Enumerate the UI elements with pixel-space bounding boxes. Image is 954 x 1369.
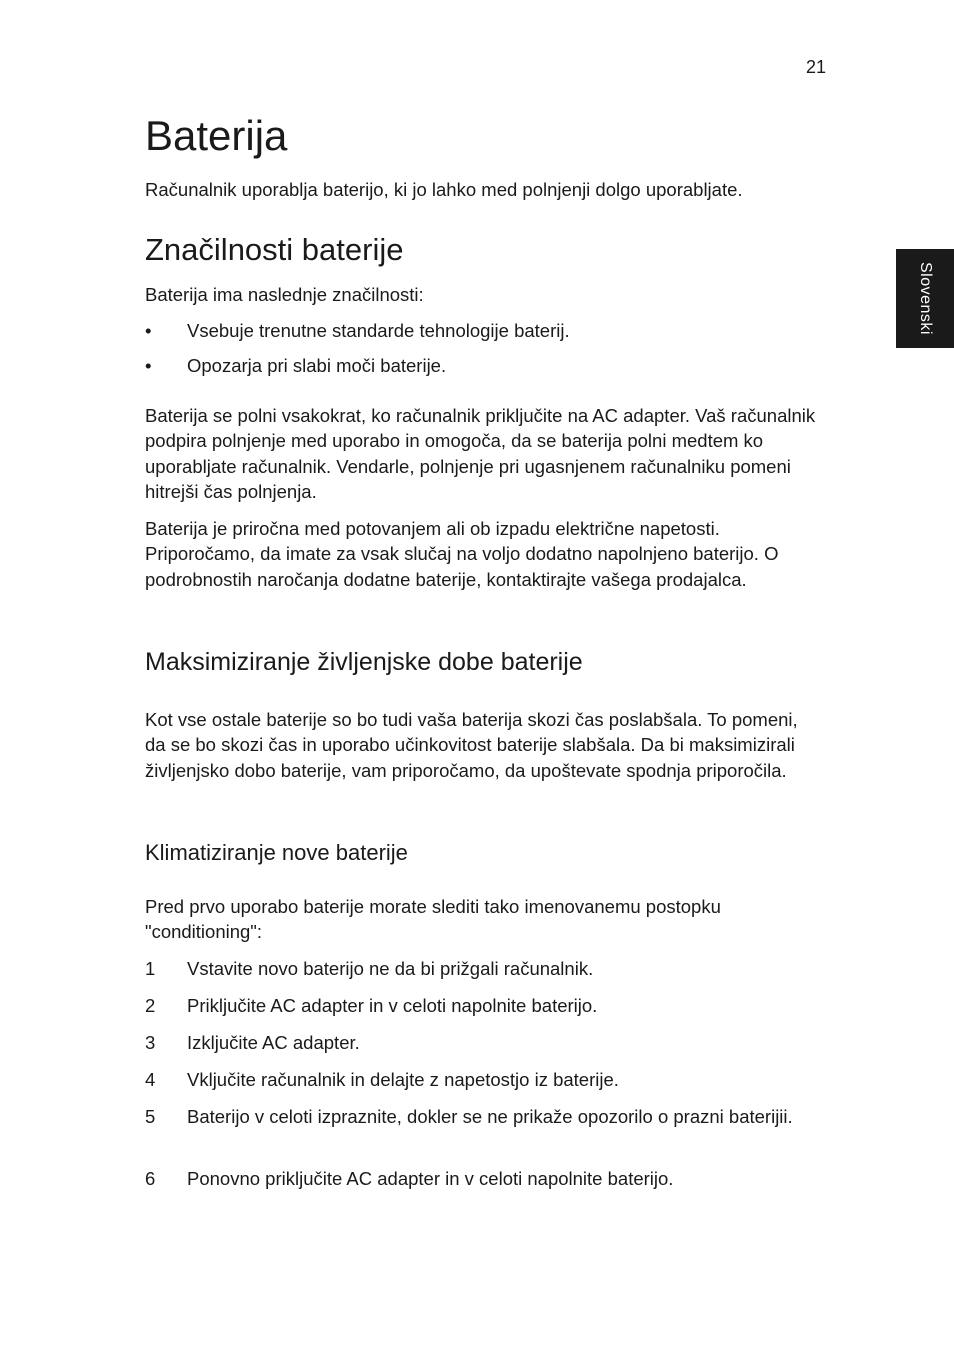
conditioning-heading: Klimatiziranje nove baterije <box>145 840 408 865</box>
step-text: Priključite AC adapter in v celoti napolnite baterijo. <box>187 995 598 1016</box>
step-number: 6 <box>145 1168 156 1189</box>
step-number: 2 <box>145 995 156 1016</box>
step-number: 1 <box>145 958 156 979</box>
list-item <box>145 1166 835 1191</box>
list-item <box>145 353 835 378</box>
intro-paragraph: Računalnik uporablja baterijo, ki jo lahko med polnjenji dolgo uporabljate. <box>145 179 743 200</box>
step-text: Izključite AC adapter. <box>187 1032 360 1053</box>
step-number: 4 <box>145 1069 156 1090</box>
features-heading: Značilnosti baterije <box>145 232 404 267</box>
bullet-marker: • <box>145 355 152 376</box>
page-title: Baterija <box>145 112 288 159</box>
language-tab <box>896 249 954 348</box>
maximize-paragraph: Kot vse ostale baterije so bo tudi vaša baterija skozi čas poslabšala. To pomeni, da se bo skozi čas in uporabo učinkovitost baterije slabšala. Da bi maksimizirali življenjsko dobo baterije, vam priporočamo, da upoštevate spodnja priporočila. <box>145 709 798 781</box>
list-item <box>145 1067 835 1092</box>
step-number: 5 <box>145 1106 156 1127</box>
step-text: Vključite računalnik in delajte z napetostjo iz baterije. <box>187 1069 619 1090</box>
list-item <box>145 318 835 343</box>
charging-paragraph: Baterija se polni vsakokrat, ko računalnik priključite na AC adapter. Vaš računalnik podpira polnjenje med uporabo in omogoča, da se baterija polni medtem ko uporabljate računalnik. Vendarle, polnjenje pri ugasnjenem računalniku pomeni hitrejši čas polnjenja. <box>145 405 816 502</box>
step-text: Baterijo v celoti izpraznite, dokler se ne prikaže opozorilo o prazni baterijii. <box>187 1106 793 1127</box>
maximize-heading: Maksimiziranje življenjske dobe baterije <box>145 648 583 676</box>
step-number: 3 <box>145 1032 156 1053</box>
travel-paragraph: Baterija je priročna med potovanjem ali ob izpadu električne napetosti. Priporočamo, da imate za vsak slučaj na voljo dodatno napolnjeno baterijo. O podrobnostih naročanja dodatne baterije, kontaktirajte vašega prodajalca. <box>145 518 779 590</box>
list-item <box>145 1104 805 1129</box>
list-item <box>145 993 835 1018</box>
list-item <box>145 956 835 981</box>
step-text: Vstavite novo baterijo ne da bi prižgali računalnik. <box>187 958 594 979</box>
conditioning-lead: Pred prvo uporabo baterije morate slediti tako imenovanemu postopku "conditioning": <box>145 896 721 943</box>
page-number: 21 <box>806 57 827 77</box>
bullet-marker: • <box>145 320 152 341</box>
bullet-text: Opozarja pri slabi moči baterije. <box>187 355 447 376</box>
list-item <box>145 1030 835 1055</box>
features-lead: Baterija ima naslednje značilnosti: <box>145 284 424 305</box>
language-tab-label: Slovenski <box>917 262 934 335</box>
bullet-text: Vsebuje trenutne standarde tehnologije baterij. <box>187 320 570 341</box>
step-text: Ponovno priključite AC adapter in v celoti napolnite baterijo. <box>187 1168 674 1189</box>
